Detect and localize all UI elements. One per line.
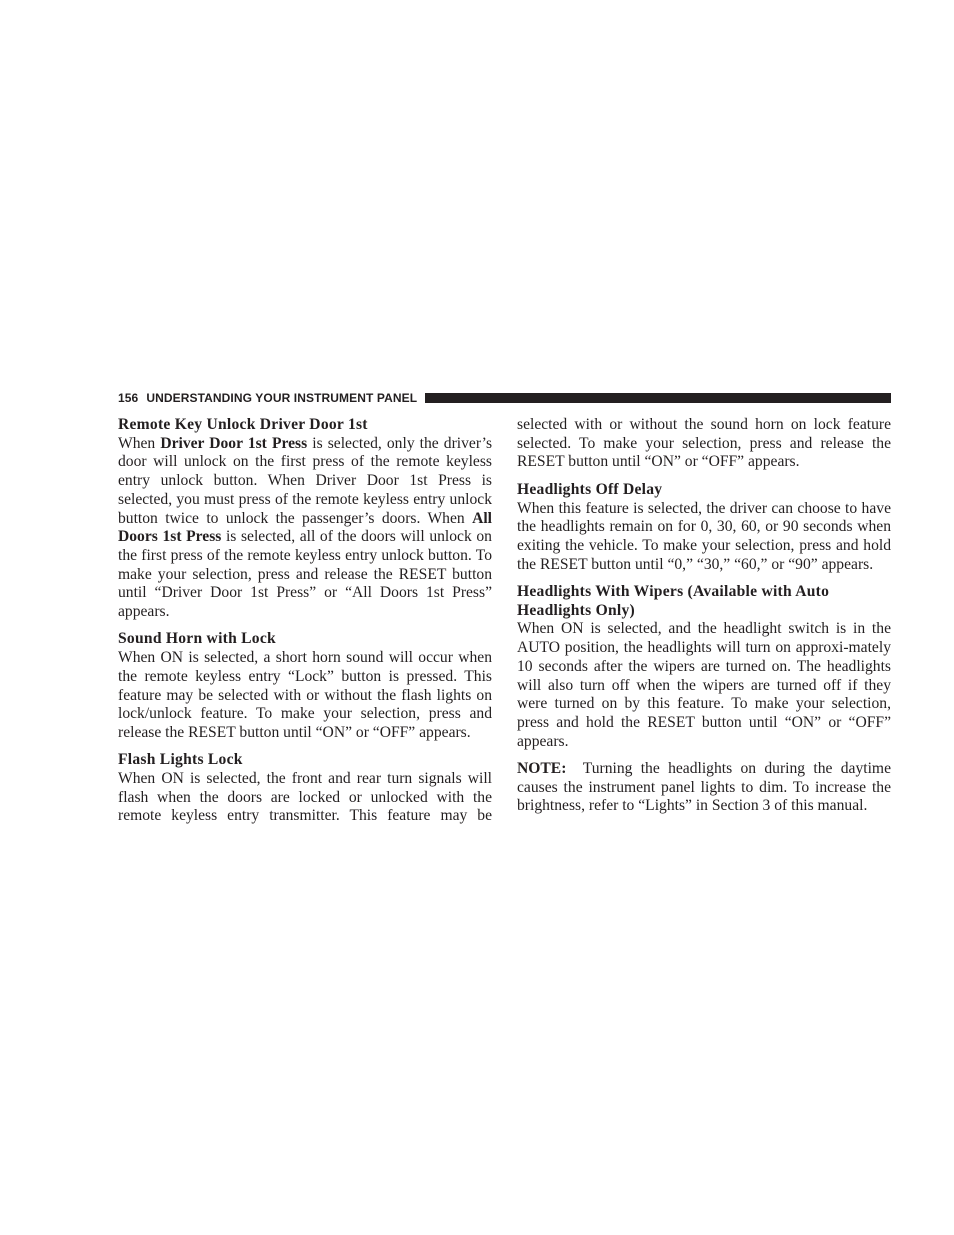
paragraph-flash-lights: When ON is selected, the front and rear turn signals will flash when the doors are locked or unlocked with the remote keyless entry transmitter. This feature may be [118, 770, 492, 825]
note-label: NOTE: [517, 760, 567, 778]
heading-headlights-wipers: Headlights With Wipers (Available with Auto Headlights Only) [517, 583, 830, 619]
section-title: UNDERSTANDING YOUR INSTRUMENT PANEL [146, 391, 418, 405]
heading-headlights-off-delay: Headlights Off Delay [517, 480, 663, 498]
paragraph-remote-key-unlock [118, 435, 492, 622]
heading-sound-horn: Sound Horn with Lock [118, 630, 276, 648]
header-rule [425, 393, 891, 403]
bold-term-driver-door: Driver Door 1st Press [160, 434, 308, 452]
heading-remote-key-unlock: Remote Key Unlock Driver Door 1st [118, 416, 368, 433]
text-run: is selected, all of the doors will unlock on the first press of the remote keyless entry unlock button. To make your selection, press and release the RESET button until “Driver Door 1st Press” or “All Doors 1st Press” appears. [118, 528, 492, 621]
note-text: Turning the headlights on during the daytime causes the instrument panel lights to dim. To increase the brightness, refer to “Lights” in Section 3 of this manual. [517, 760, 895, 815]
paragraph-sound-horn: When ON is selected, a short horn sound will occur when the remote keyless entry “Lock” button is pressed. This feature may be selected with or without the flash lights on lock/unlock feature. To make your selection, press and release the RESET button until “ON” or “OFF” appears. [118, 649, 492, 741]
paragraph-headlights-wipers: When ON is selected, and the headlight switch is in the AUTO position, the headlights will turn on approxi-mately 10 seconds after the wipers are turned on. The headlights will also turn off when the wipers are turned off if they were turned on by this feature. To make your selection, press and hold the RESET button until “ON” or “OFF” appears. [517, 620, 891, 750]
page-number: 156 [118, 391, 139, 405]
paragraph-note [517, 760, 895, 816]
heading-flash-lights: Flash Lights Lock [118, 751, 243, 769]
paragraph-continuation: selected with or without the sound horn on lock feature selected. To make your selection, press and release the RESET button until “ON” or “OFF” appears. [517, 416, 891, 471]
bold-term-all-doors: All Doors 1st Press [118, 509, 492, 546]
text-run: is selected, only the driver’s door will unlock on the first press of the remote keyless entry unlock button. When Driver Door 1st Press is selected, you must press of the remote keyless entry unlock button twice to unlock the passenger’s doors. When [118, 434, 493, 527]
left-column [118, 416, 492, 826]
text-run: When [118, 434, 161, 452]
right-column [517, 416, 895, 816]
paragraph-headlights-off-delay: When this feature is selected, the driver can choose to have the headlights remain on for 0, 30, 60, or 90 seconds when exiting the vehicle. To make your selection, press and hold the RESET button until “0,” “30,” “60,” or “90” appears. [517, 499, 891, 573]
page-header [118, 389, 891, 407]
